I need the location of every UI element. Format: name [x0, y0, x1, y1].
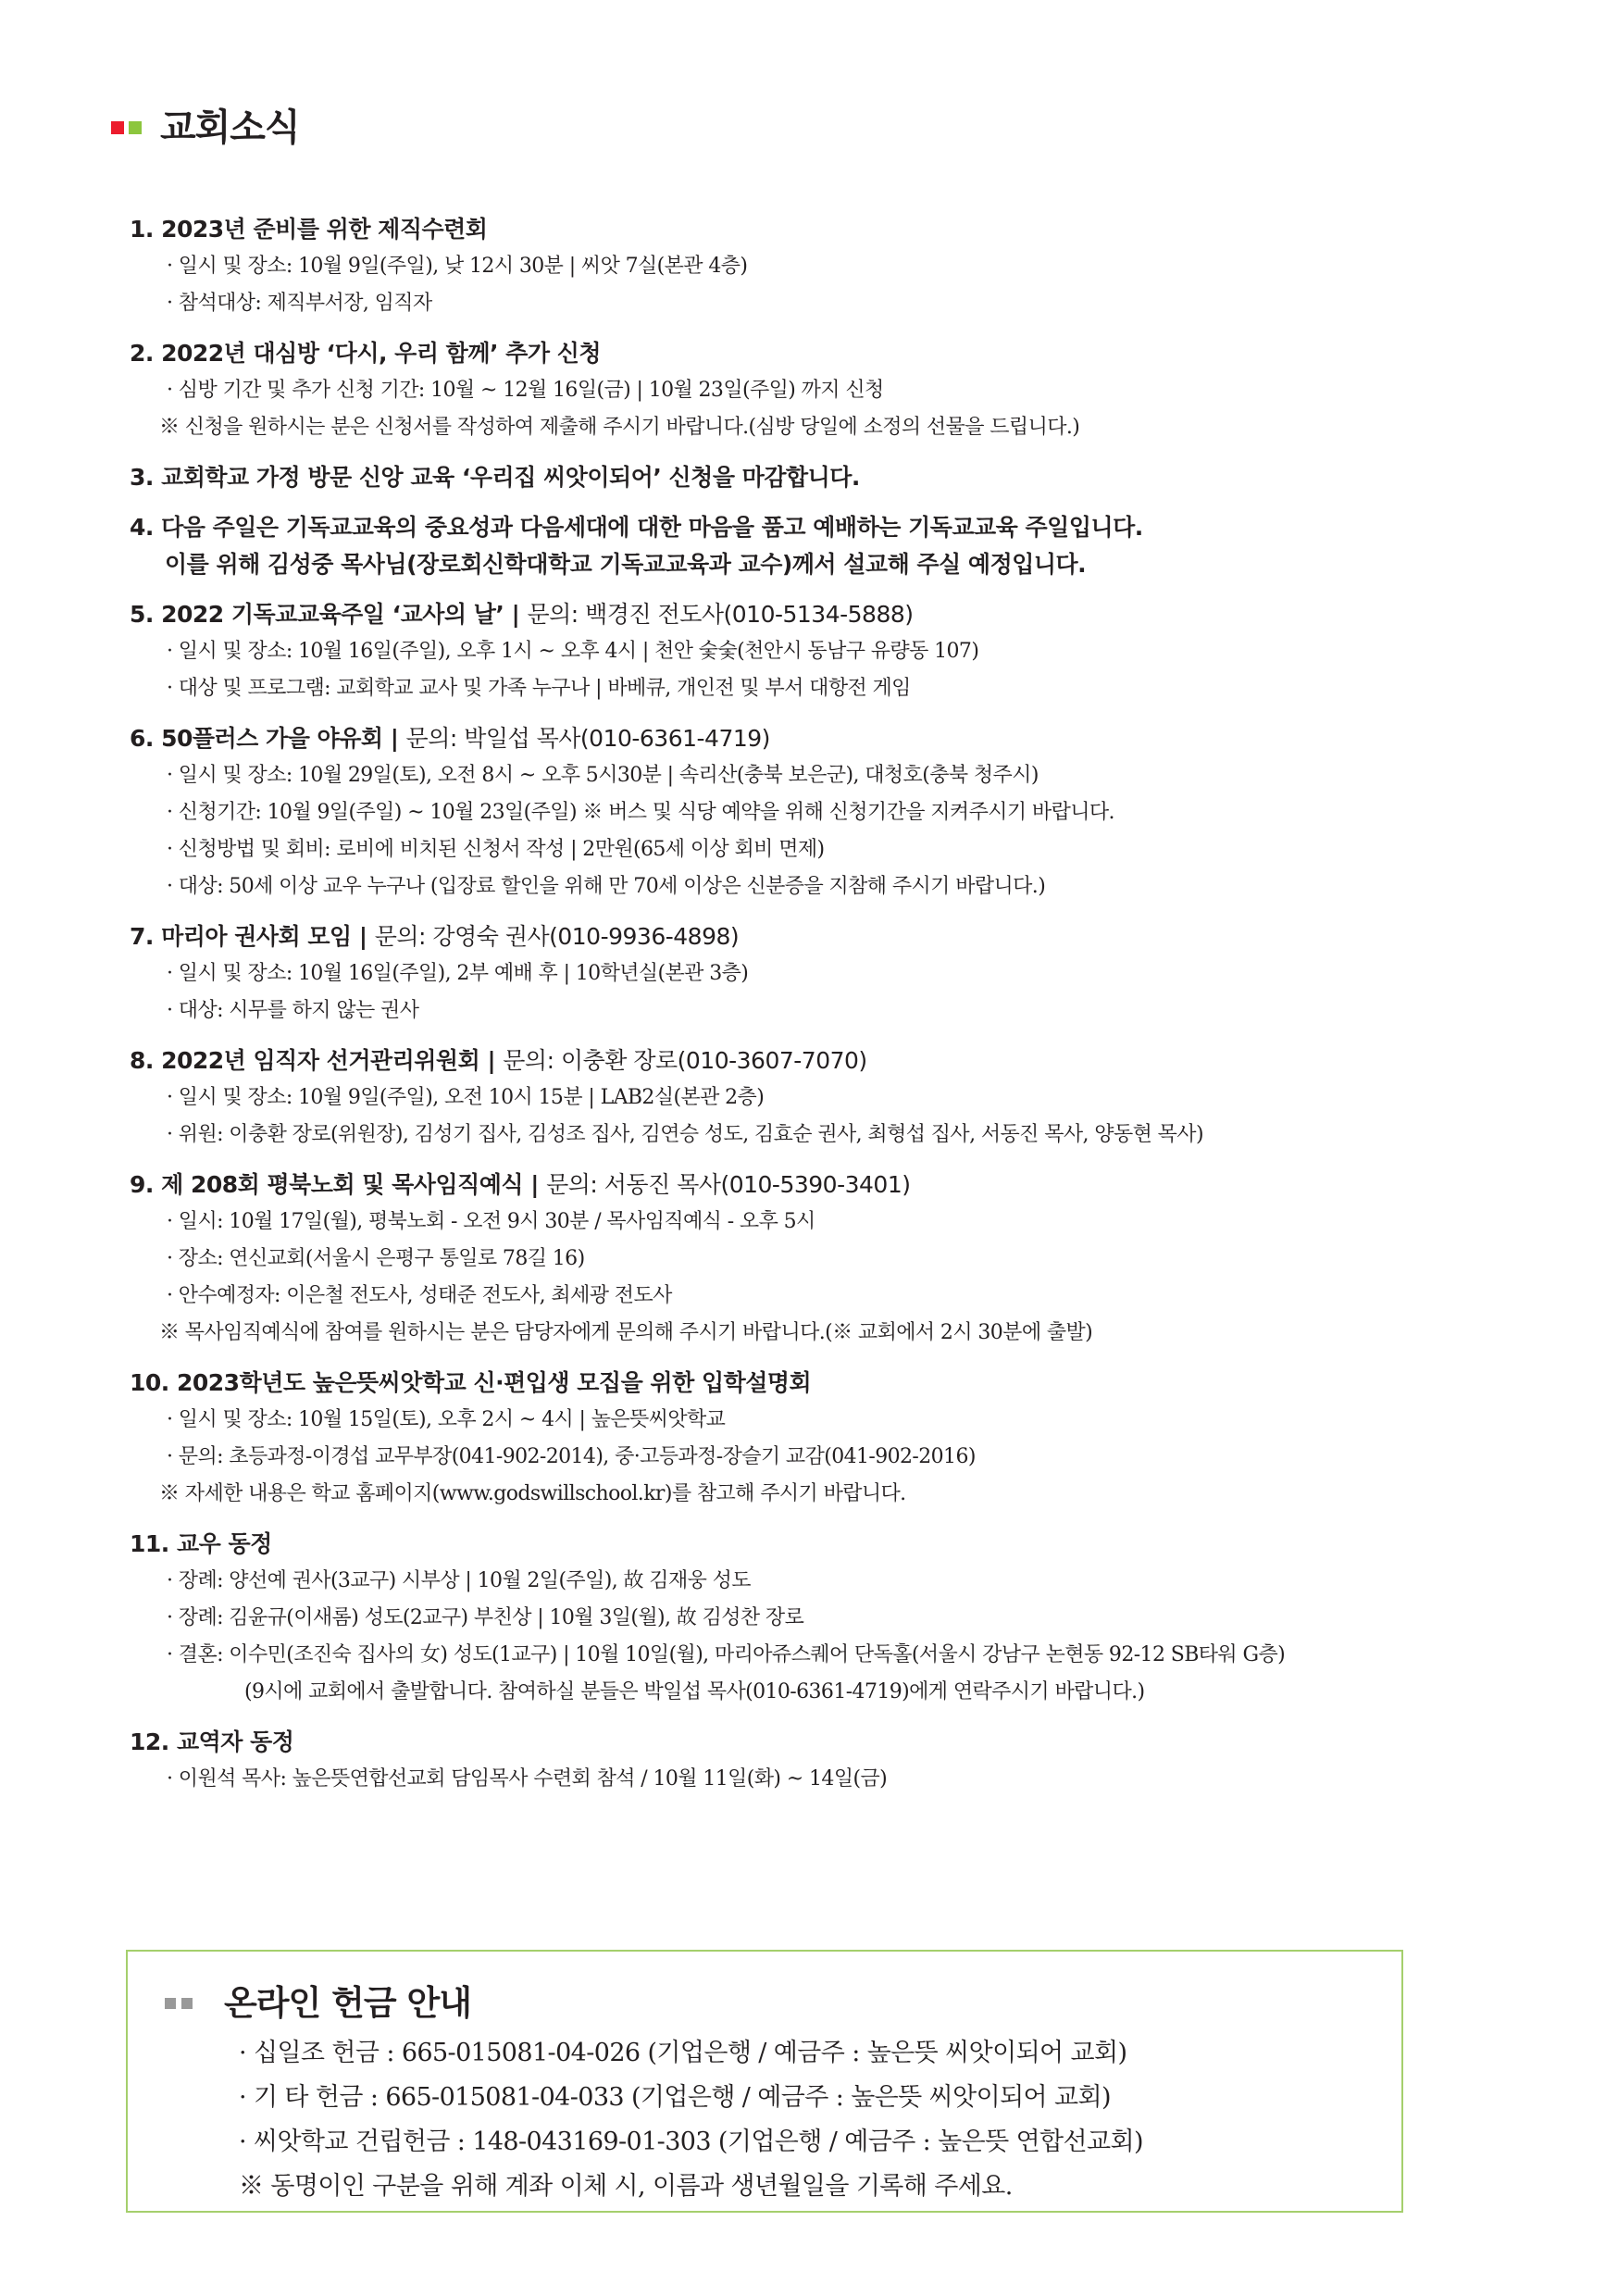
news-detail: · 일시 및 장소: 10월 29일(토), 오전 8시 ~ 오후 5시30분 | 속리산(충북 보은군), 대청호(충북 청주시): [167, 764, 1039, 787]
news-detail: · 대상 및 프로그램: 교회학교 교사 및 가족 누구나 | 바베큐, 개인전 및 부서 대항전 게임: [167, 677, 911, 700]
news-item-6: [130, 720, 1500, 905]
news-title: 11. 교우 동정: [130, 1530, 272, 1557]
news-detail: · 신청기간: 10월 9일(주일) ~ 10월 23일(주일) ※ 버스 및 식당 예약을 위해 신청기간을 지켜주시기 바랍니다.: [167, 801, 1114, 824]
news-note: ※ 목사임직예식에 참여를 원하시는 분은 담당자에게 문의해 주시기 바랍니다.(※ 교회에서 2시 30분에 출발): [159, 1321, 1093, 1344]
news-title-text: 6. 50플러스 가을 야유회 |: [130, 725, 406, 752]
news-detail: · 일시 및 장소: 10월 9일(주일), 오전 10시 15분 | LAB2실(본관 2층): [167, 1086, 765, 1109]
news-item-5: [130, 596, 1500, 707]
page-title: 교회소식: [160, 106, 300, 149]
online-offering-header: [165, 1981, 471, 2026]
news-detail: · 문의: 초등과정-이경섭 교무부장(041-902-2014), 중·고등과정-장슬기 교감(041-902-2016): [167, 1445, 976, 1468]
online-offering-title: 온라인 헌금 안내: [224, 1983, 471, 2023]
news-detail: · 안수예정자: 이은철 전도사, 성태준 전도사, 최세광 전도사: [167, 1284, 672, 1307]
news-detail: · 이원석 목사: 높은뜻연합선교회 담임목사 수련회 참석 / 10월 11일(화) ~ 14일(금): [167, 1767, 888, 1791]
news-contact: 문의: 서동진 목사(010-5390-3401): [546, 1171, 911, 1198]
news-item-3: [130, 459, 1500, 496]
news-detail: · 결혼: 이수민(조진숙 집사의 女) 성도(1교구) | 10월 10일(월), 마리아쥬스퀘어 단독홀(서울시 강남구 논현동 92-12 SB타워 G층): [167, 1643, 1286, 1666]
news-item-1: [130, 211, 1500, 322]
news-contact: 문의: 강영숙 권사(010-9936-4898): [374, 923, 740, 950]
news-title-text: 9. 제 208회 평북노회 및 목사임직예식 |: [130, 1171, 547, 1198]
news-detail-continued: (9시에 교회에서 출발합니다. 참여하실 분들은 박일섭 목사(010-6361-4719)에게 연락주시기 바랍니다.): [244, 1680, 1145, 1703]
news-contact: 문의: 이충환 장로(010-3607-7070): [503, 1047, 867, 1074]
online-offering-box: [126, 1950, 1403, 2213]
news-item-2: [130, 335, 1500, 446]
news-detail: · 일시: 10월 17일(월), 평북노회 - 오전 9시 30분 / 목사임직예식 - 오후 5시: [167, 1210, 815, 1233]
account-line: · 씨앗학교 건립헌금 : 148-043169-01-303 (기업은행 / 예금주 : 높은뜻 연합선교회): [239, 2128, 1143, 2156]
news-title-text: 5. 2022 기독교교육주일 ‘교사의 날’ |: [130, 601, 528, 628]
gray-square-icon: [181, 1998, 193, 2009]
news-title-text: 7. 마리아 권사회 모임 |: [130, 923, 375, 950]
news-detail: · 장례: 양선예 권사(3교구) 시부상 | 10월 2일(주일), 故 김재웅 성도: [167, 1569, 751, 1592]
news-detail: · 일시 및 장소: 10월 16일(주일), 오후 1시 ~ 오후 4시 | 천안 숯숯(천안시 동남구 유량동 107): [167, 640, 979, 663]
news-contact: 문의: 백경진 전도사(010-5134-5888): [527, 601, 914, 628]
green-square-icon: [129, 121, 142, 134]
news-detail: · 위원: 이충환 장로(위원장), 김성기 집사, 김성조 집사, 김연승 성도, 김효순 권사, 최형섭 집사, 서동진 목사, 양동현 목사): [167, 1123, 1203, 1146]
news-detail: · 일시 및 장소: 10월 15일(토), 오후 2시 ~ 4시 | 높은뜻씨앗학교: [167, 1408, 726, 1431]
news-title: 1. 2023년 준비를 위한 제직수련회: [130, 216, 488, 243]
news-detail: · 신청방법 및 회비: 로비에 비치된 신청서 작성 | 2만원(65세 이상 회비 면제): [167, 838, 825, 861]
news-detail: · 장소: 연신교회(서울시 은평구 통일로 78길 16): [167, 1247, 585, 1270]
gray-square-icon: [165, 1998, 176, 2009]
news-detail: · 심방 기간 및 추가 신청 기간: 10월 ~ 12월 16일(금) | 10월 23일(주일) 까지 신청: [167, 379, 884, 402]
account-line: · 십일조 헌금 : 665-015081-04-026 (기업은행 / 예금주 : 높은뜻 씨앗이되어 교회): [239, 2039, 1127, 2067]
news-detail: · 대상: 시무를 하지 않는 권사: [167, 999, 419, 1022]
news-detail: · 장례: 김윤규(이새롬) 성도(2교구) 부친상 | 10월 3일(월), 故 김성찬 장로: [167, 1606, 804, 1629]
news-title-text: 8. 2022년 임직자 선거관리위원회 |: [130, 1047, 504, 1074]
news-title: 2. 2022년 대심방 ‘다시, 우리 함께’ 추가 신청: [130, 340, 601, 367]
news-contact: 문의: 박일섭 목사(010-6361-4719): [405, 725, 770, 752]
section-header: [111, 104, 300, 152]
news-title: [130, 720, 1500, 757]
news-detail: · 참석대상: 제직부서장, 임직자: [167, 292, 432, 315]
news-title: [130, 1042, 1500, 1079]
news-item-8: [130, 1042, 1500, 1154]
news-note: ※ 신청을 원하시는 분은 신청서를 작성하여 제출해 주시기 바랍니다.(심방 당일에 소정의 선물을 드립니다.): [159, 416, 1080, 439]
news-detail: · 대상: 50세 이상 교우 누구나 (입장료 할인을 위해 만 70세 이상은 신분증을 지참해 주시기 바랍니다.): [167, 875, 1046, 898]
news-item-4: [130, 509, 1500, 583]
news-note: ※ 자세한 내용은 학교 홈페이지(www.godswillschool.kr)를 참고해 주시기 바랍니다.: [159, 1482, 906, 1505]
news-title: [130, 596, 1500, 633]
online-offering-list: [239, 2031, 1143, 2209]
news-item-10: [130, 1365, 1500, 1513]
news-title-continued: 이를 위해 김성중 목사님(장로회신학대학교 기독교교육과 교수)께서 설교해 주실 예정입니다.: [165, 551, 1087, 578]
news-title: 10. 2023학년도 높은뜻씨앗학교 신·편입생 모집을 위한 입학설명회: [130, 1369, 812, 1396]
news-item-12: [130, 1724, 1500, 1798]
news-title: [130, 1167, 1500, 1204]
news-list: [130, 211, 1500, 1811]
account-line: · 기 타 헌금 : 665-015081-04-033 (기업은행 / 예금주 : 높은뜻 씨앗이되어 교회): [239, 2083, 1111, 2112]
red-square-icon: [111, 121, 124, 134]
news-item-7: [130, 918, 1500, 1029]
news-detail: · 일시 및 장소: 10월 9일(주일), 낮 12시 30분 | 씨앗 7실(본관 4층): [167, 255, 748, 278]
news-detail: · 일시 및 장소: 10월 16일(주일), 2부 예배 후 | 10학년실(본관 3층): [167, 962, 749, 985]
news-item-11: [130, 1526, 1500, 1711]
news-title: 12. 교역자 동정: [130, 1728, 294, 1755]
news-title: 3. 교회학교 가정 방문 신앙 교육 ‘우리집 씨앗이되어’ 신청을 마감합니다.: [130, 464, 860, 491]
news-title: [130, 918, 1500, 955]
account-note: ※ 동명이인 구분을 위해 계좌 이체 시, 이름과 생년월일을 기록해 주세요.: [239, 2172, 1013, 2201]
news-title: 4. 다음 주일은 기독교교육의 중요성과 다음세대에 대한 마음을 품고 예배하는 기독교교육 주일입니다.: [130, 514, 1143, 541]
news-item-9: [130, 1167, 1500, 1352]
